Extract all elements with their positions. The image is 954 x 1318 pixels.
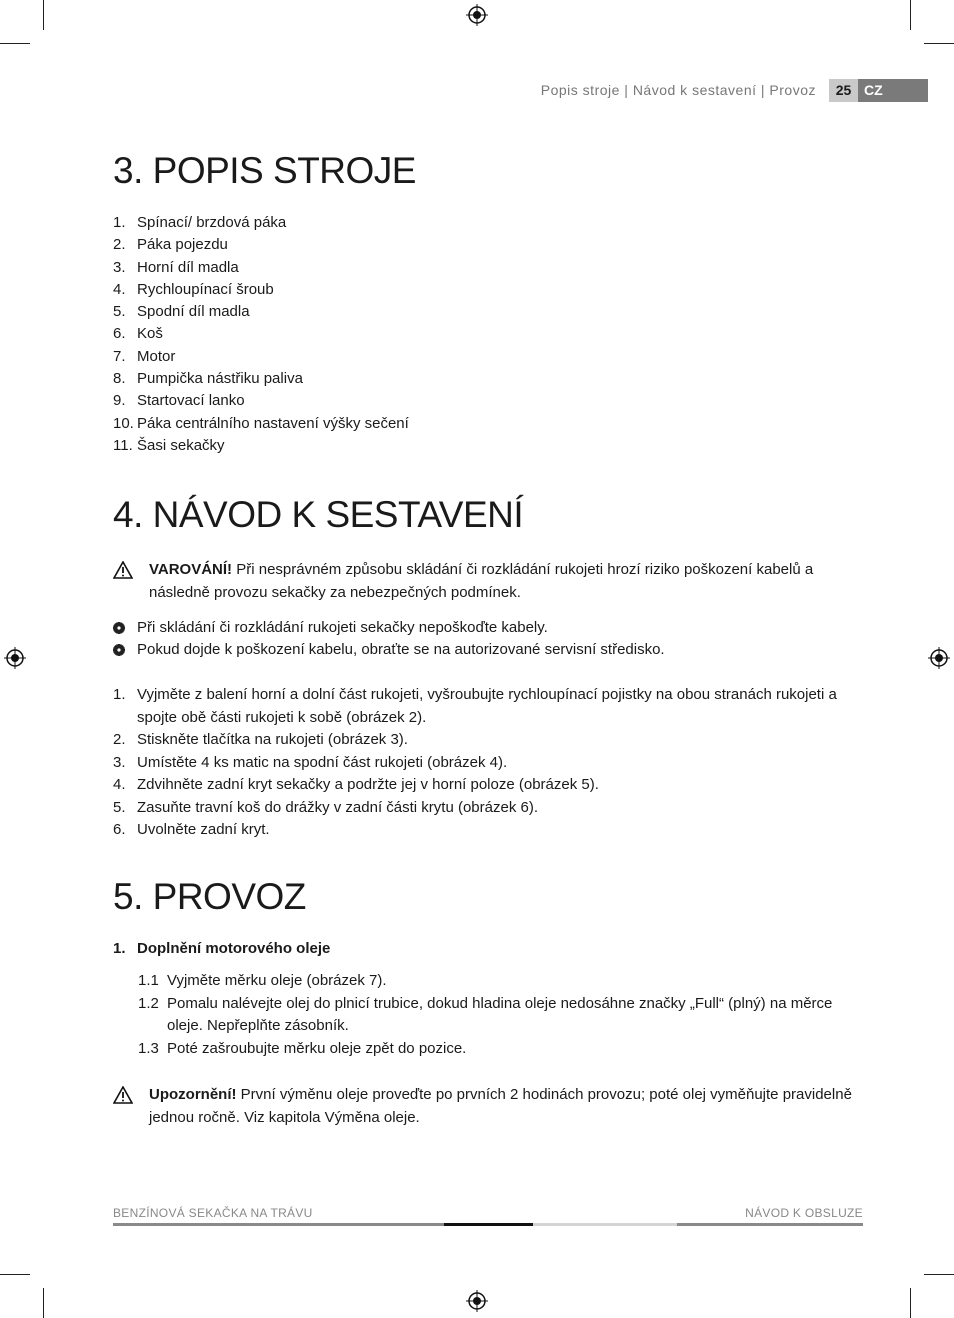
language-badge: CZ [858,79,928,102]
list-item [113,301,409,323]
subheading-oil-refill [113,940,330,957]
warning-text: Při nesprávném způsobu skládání či rozkládání rukojeti hrozí riziko poškození kabelů a následně provozu sekačky za nebezpečných podmínek. [149,561,814,601]
list-item-text: Rychloupínací šroub [137,280,274,298]
registration-mark-icon [466,1290,488,1312]
step-number: 6. [113,821,126,838]
list-item-text: Páka centrálního nastavení výšky sečení [137,414,409,432]
substep-text: Poté zašroubujte měrku oleje zpět do pozice. [167,1039,467,1057]
list-item [113,435,409,457]
bullet-text: Pokud dojde k poškození kabelu, obraťte se na autorizované servisní středisko. [137,641,665,658]
gear-bullet-icon [113,644,125,656]
step-item [113,752,853,775]
list-item-text: Páka pojezdu [137,236,228,254]
subheading-number: 1. [113,940,126,957]
list-item-number: 9. [113,392,126,410]
parts-list [113,212,409,457]
subheading-text: Doplnění motorového oleje [137,940,331,957]
list-item-text: Koš [137,325,163,343]
note-label: Upozornění! [149,1086,237,1103]
step-number: 5. [113,798,126,816]
list-item-number: 3. [113,258,126,276]
list-item [113,368,409,390]
step-number: 3. [113,753,126,771]
substep-number: 1.3 [138,1039,159,1057]
list-item [113,257,409,279]
list-item [113,390,409,412]
crop-mark [910,1288,911,1318]
crop-mark [924,43,954,44]
warning-triangle-icon [113,1086,133,1104]
list-item [113,212,409,234]
page-number: 25 [829,79,858,102]
step-item [113,774,853,797]
footer-right: NÁVOD K OBSLUZE [745,1206,863,1220]
note-text: První výměnu oleje proveďte po prvních 2 hodinách provozu; poté olej vyměňujte pravidelně jednou ročně. Viz kapitola Výměna oleje. [149,1086,852,1126]
list-item-number: 8. [113,370,126,388]
step-text: Zasuňte travní koš do drážky v zadní části krytu (obrázek 6). [137,798,539,816]
list-item-text: Spodní díl madla [137,303,250,321]
list-item [113,346,409,368]
list-item [113,279,409,301]
step-item [113,819,853,842]
registration-mark-icon [466,4,488,26]
substep-text: Pomalu nalévejte olej do plnicí trubice, dokud hladina oleje nedosáhne značky „Full“ (plný) na měrce oleje. Nepřeplňte zásobník. [167,994,833,1034]
list-item [113,323,409,345]
section-title-popis-stroje: 3. POPIS STROJE [113,150,416,191]
crop-mark [43,0,44,30]
crop-mark [0,1274,30,1275]
footer-left: BENZÍNOVÁ SEKAČKA NA TRÁVU [113,1206,313,1220]
caution-bullets [113,617,665,661]
step-text: Stiskněte tlačítka na rukojeti (obrázek 3). [137,731,408,748]
list-item-text: Horní díl madla [137,258,239,276]
step-number: 2. [113,731,126,748]
warning-block [113,558,833,604]
warning-label: VAROVÁNÍ! [149,561,233,578]
bullet-item [113,639,665,661]
footer-rule [444,1223,533,1226]
list-item-text: Pumpička nástřiku paliva [137,370,303,388]
gear-bullet-icon [113,622,125,634]
crop-mark [910,0,911,30]
substep-item [138,970,848,993]
note-block [113,1083,873,1129]
footer-rule [533,1223,677,1226]
step-text: Uvolněte zadní kryt. [137,821,270,838]
step-text: Vyjměte z balení horní a dolní část rukojeti, vyšroubujte rychloupínací pojistky na obou stranách rukojeti a spojte obě části rukojeti k sobě (obrázek 2). [137,686,837,726]
crop-mark [0,43,30,44]
list-item-number: 4. [113,280,126,298]
substep-number: 1.2 [138,994,159,1012]
list-item-number: 7. [113,347,126,365]
list-item-text: Motor [137,347,176,365]
step-text: Zdvihněte zadní kryt sekačky a podržte jej v horní poloze (obrázek 5). [137,776,599,793]
substep-number: 1.1 [138,972,159,989]
registration-mark-icon [4,647,26,669]
list-item-number: 2. [113,236,126,254]
footer-rule [677,1223,863,1226]
step-item [113,684,853,729]
step-item [113,729,853,752]
substep-item [138,1038,848,1061]
list-item-number: 6. [113,325,126,343]
list-item-number: 10. [113,414,134,432]
running-head: Popis stroje | Návod k sestavení | Provoz [540,82,816,98]
step-number: 4. [113,776,126,793]
list-item-text: Spínací/ brzdová páka [137,214,287,231]
footer-rule [113,1223,444,1226]
bullet-text: Při skládání či rozkládání rukojeti sekačky nepoškoďte kabely. [137,619,548,636]
list-item-text: Startovací lanko [137,392,245,410]
step-text: Umístěte 4 ks matic na spodní část rukojeti (obrázek 4). [137,753,508,771]
list-item [113,413,409,435]
crop-mark [924,1274,954,1275]
crop-mark [43,1288,44,1318]
list-item [113,234,409,256]
bullet-item [113,617,665,639]
warning-triangle-icon [113,561,133,579]
step-number: 1. [113,686,126,703]
list-item-text: Šasi sekačky [137,436,225,454]
substep-item [138,993,848,1038]
registration-mark-icon [928,647,950,669]
assembly-steps [113,684,853,842]
step-item [113,797,853,820]
list-item-number: 5. [113,303,126,321]
oil-substeps [138,970,848,1060]
list-item-number: 1. [113,214,126,231]
section-title-navod-k-sestaveni: 4. NÁVOD K SESTAVENÍ [113,494,524,535]
substep-text: Vyjměte měrku oleje (obrázek 7). [167,972,387,989]
list-item-number: 11. [113,436,133,454]
section-title-provoz: 5. PROVOZ [113,876,306,917]
